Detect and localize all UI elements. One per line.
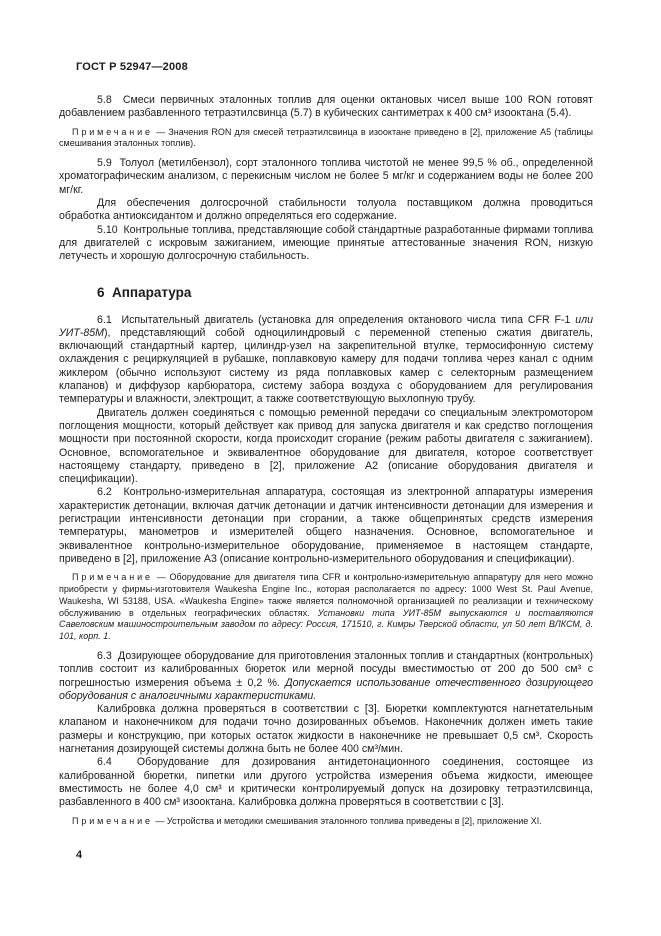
note-label: Примечание <box>72 815 153 826</box>
section-6-heading: 6 Аппаратура <box>97 284 192 300</box>
paragraph-5-9: 5.9 Толуол (метилбензол), сорт эталонного топлива чистотой не менее 99,5 % об., определенной хроматографическим анализом, с перекисным числом не более 5 мг/кг и содержанием воды не более 200 мг/кг. <box>59 157 593 196</box>
paragraph-6-3-lead: 6.3 Дозирующее оборудование для приготовления эталонных топлив и стандартных (контрольных) топлив состоит из калиброванных бюреток или мерной посуды вместимостью от 200 до 500 см³ с погрешностью измерения объема ± 0,2 %. <box>59 649 593 689</box>
page-content <box>59 94 593 834</box>
note-label: Примечание <box>72 126 153 137</box>
paragraph-5-8: 5.8 Смеси первичных эталонных топлив для оценки октановых чисел выше 100 RON готовят добавлением разбавленного тетраэтилсвинца (5.7) в кубических сантиметрах к 400 см³ изооктана (5.4). <box>59 94 593 120</box>
paragraph-6-1-lead: 6.1 Испытательный двигатель (установка для определения октанового числа типа CFR F-1 <box>97 313 576 326</box>
note-text: — Устройства и методики смешивания эталонного топлива приведены в [2], приложение XI. <box>155 815 542 826</box>
paragraph-6-1-rest: ), представляющий собой одноцилиндровый с переменной степенью сжатия двигатель, включающий стандартный картер, цилиндр-узел на закрепительной втулке, термосифонную систему охлаждения с рециркуляцией в рубашке, поплавковую камеру для подачи топлива через канал с одним жиклером (обычно используют систему из ряда поплавковых камер с селекторным размещением клапанов) и диффузор карбюратора, систему забора воздуха с оборудованием для регулирования температуры и влажности, электрощит, а также соответствующую выхлопную трубу. <box>59 326 593 406</box>
paragraph-6-3-italic: Допускается использование отечественного дозирующего оборудования с аналогичными характеристиками. <box>59 676 594 702</box>
paragraph-6-3-cont: Калибровка должна проверяться в соответствии с [3]. Бюретки комплектуются нагнетательным клапаном и наконечником для подачи точно дозированных объемов. Наконечник должен иметь такие размеры и конструкцию, при которых остаток жидкости в наконечнике не превышает 0,5 см³. Скорость нагнетания дозирующей системы должна быть не более 400 см³/мин. <box>59 703 593 756</box>
paragraph-6-1-italic: или УИТ-85М <box>59 313 593 339</box>
note-text-italic: Установки типа УИТ-85М выпускаются и поставляются Савеловским машиностроительным заводом по адресу: Россия, 171510, г. Кимры Тверской области, ул 50 лет ВЛКСМ, д. 101, корп. 1. <box>59 607 593 642</box>
note-label: Примечание <box>72 572 153 583</box>
paragraph-6-2: 6.2 Контрольно-измерительная аппаратура, состоящая из электронной аппаратуры измерения характеристик детонации, включая датчик детонации и датчик интенсивности детонации для измерения и регистрации интенсивности детонации при сгорании, а также общепринятых средств измерения температуры, манометров и измерителей общего назначения. Основное, вспомогательное и эквивалентное контрольно-измерительное оборудование, применяемое в настоящем стандарте, приведено в [2], приложение А3 (описание контрольно-измерительного оборудования и спецификации). <box>59 486 593 565</box>
note-blending-xi <box>59 816 593 828</box>
paragraph-5-9-cont: Для обеспечения долгосрочной стабильности толуола поставщиком должна проводиться обработка антиоксидантом и должно определяться его содержание. <box>59 197 593 223</box>
paragraph-5-10: 5.10 Контрольные топлива, представляющие собой стандартные разработанные фирмами топлива для двигателей с искровым зажиганием, имеющие принятые аттестованные значения RON, низкую летучесть и хорошую долгосрочную стабильность. <box>59 223 593 263</box>
note-cfr-equipment <box>59 572 593 643</box>
note-text: — Оборудование для двигателя типа CFR и контрольно-измерительную аппаратуру для него можно приобрести у фирмы-изготовителя Waukesha Engine Inc., которая располагается по адресу: 1000 West St. Paul Avenue, Waukesha, WI 53188, USA. «Waukesha Engine» также является полномочной организацией по реализации и техническому обслуживанию в отдельных географических областях. <box>59 572 593 618</box>
paragraph-6-1-cont: Двигатель должен соединяться с помощью ременной передачи со специальным электромотором поглощения мощности, который действует как привод для запуска двигателя и как средство поглощения мощности при постоянной скорости, когда происходит сгорание (режим работы двигателя с зажиганием). Основное, вспомогательное и эквивалентное оборудование для двигателя, которое соответствует настоящему стандарту, приведено в [2], приложение А2 (описание оборудования двигателя и спецификации). <box>59 406 593 486</box>
note-a5 <box>59 127 593 151</box>
paragraph-6-4: 6.4 Оборудование для дозирования антидетонационного соединения, состоящее из калиброванной бюретки, пипетки или другого устройства измерения объема жидкости, имеющее вместимость не более 4,0 см³ и критически контролируемый допуск на дозировку тетраэтилсвинца, разбавленного в 400 см³ изооктана. Калибровка должна проверяться в соответствии с [3]. <box>59 756 593 809</box>
page-number: 4 <box>76 849 83 861</box>
paragraph-6-1 <box>59 314 593 407</box>
page-footer <box>76 849 82 861</box>
note-text: — Значения RON для смесей тетраэтилсвинца в изооктане приведено в [2], приложение А5 (таблицы смешивания эталонных топлив). <box>59 126 593 149</box>
paragraph-6-3 <box>59 650 593 703</box>
standard-designation: ГОСТ Р 52947—2008 <box>76 61 188 73</box>
page-header <box>76 61 188 73</box>
